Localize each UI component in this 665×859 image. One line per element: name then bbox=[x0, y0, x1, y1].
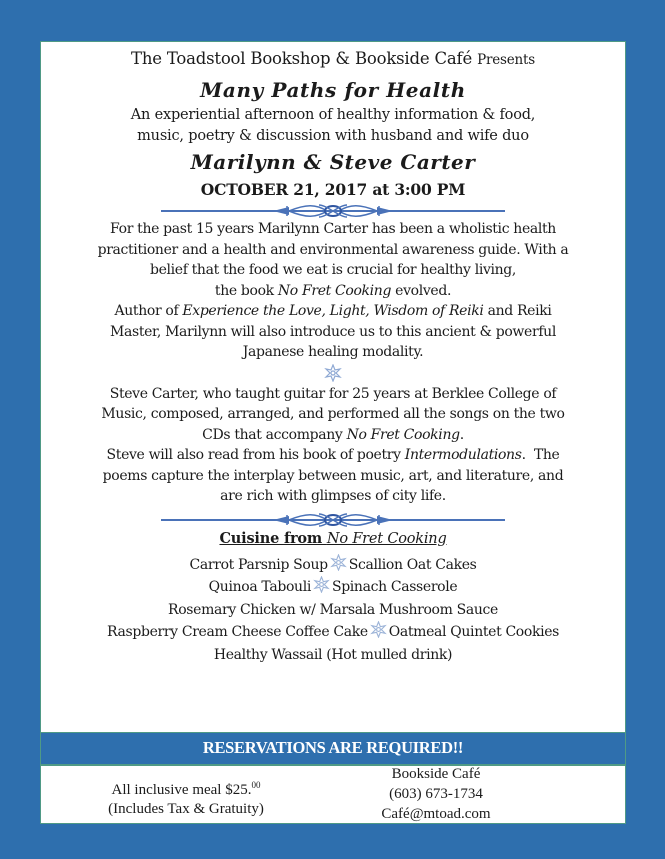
bio-line: Music, composed, arranged, and performed all the songs on the two bbox=[101, 406, 565, 422]
event-subtitle bbox=[41, 105, 625, 147]
dish: Oatmeal Quintet Cookies bbox=[388, 624, 559, 640]
dish: Scallion Oat Cakes bbox=[348, 556, 477, 573]
phone-number[interactable]: (603) 673-1734 bbox=[389, 786, 483, 802]
menu-heading bbox=[41, 530, 625, 547]
bio-text: CDs that accompany bbox=[202, 426, 347, 443]
bio-line: are rich with glimpses of city life. bbox=[220, 488, 446, 504]
menu-item bbox=[41, 599, 625, 622]
bio-text: Author of bbox=[114, 303, 183, 319]
bio-line: For the past 15 years Marilynn Carter has been a wholistic health bbox=[110, 221, 556, 237]
bio-text: the book bbox=[214, 282, 278, 299]
bio-line bbox=[41, 301, 625, 322]
menu-item bbox=[41, 554, 625, 577]
price-info bbox=[91, 776, 281, 819]
dish: Quinoa Tabouli bbox=[208, 579, 311, 595]
subtitle-line: music, poetry & discussion with husband and wife duo bbox=[137, 128, 529, 144]
price-note: (Includes Tax & Gratuity) bbox=[108, 801, 264, 817]
menu-heading-text: Cuisine from bbox=[219, 529, 327, 547]
book-title: No Fret Cooking bbox=[346, 426, 460, 443]
menu-item bbox=[41, 621, 625, 644]
contact-info bbox=[371, 765, 501, 824]
book-title: No Fret Cooking bbox=[326, 530, 447, 547]
bio-line: Master, Marilynn will also introduce us to this ancient & powerful bbox=[110, 323, 556, 340]
price-text: All inclusive meal $25. bbox=[111, 782, 252, 798]
dish: Carrot Parsnip Soup bbox=[189, 556, 328, 573]
bio-line: poems capture the interplay between music, art, and literature, and bbox=[102, 467, 564, 484]
scroll-ornament-divider-icon bbox=[161, 203, 505, 219]
bio-text: evolved. bbox=[391, 282, 452, 299]
book-title: Experience the Love, Light, Wisdom of Reiki bbox=[182, 303, 484, 319]
bio-line bbox=[41, 281, 625, 302]
dish: Rosemary Chicken w/ Marsala Mushroom Sauce bbox=[168, 601, 498, 618]
dish: Healthy Wassail (Hot mulled drink) bbox=[213, 646, 453, 663]
bio-text: and Reiki bbox=[483, 303, 552, 319]
footer-panel bbox=[40, 765, 626, 824]
bio-text: . The bbox=[521, 447, 560, 463]
marilynn-bio bbox=[41, 219, 625, 363]
scroll-ornament-divider-icon bbox=[161, 512, 505, 528]
book-title: No Fret Cooking bbox=[277, 282, 392, 299]
flower-icon bbox=[370, 621, 387, 638]
bio-line: Japanese healing modality. bbox=[242, 344, 424, 360]
flower-icon bbox=[324, 364, 342, 382]
menu-list bbox=[41, 554, 625, 667]
bio-text: . bbox=[459, 426, 464, 443]
email-address[interactable]: Café@mtoad.com bbox=[381, 806, 491, 822]
dish: Raspberry Cream Cheese Coffee Cake bbox=[107, 624, 368, 640]
flower-icon bbox=[313, 576, 330, 593]
flower-icon bbox=[330, 554, 347, 571]
subtitle-line: An experiential afternoon of healthy information & food, bbox=[130, 107, 536, 123]
event-date: OCTOBER 21, 2017 at 3:00 PM bbox=[200, 180, 466, 199]
bio-line bbox=[41, 425, 625, 446]
steve-bio bbox=[41, 384, 625, 507]
flyer-main-panel bbox=[40, 41, 626, 733]
bio-line bbox=[41, 445, 625, 466]
presents-label: Presents bbox=[477, 52, 535, 68]
bio-text: Steve will also read from his book of poetry bbox=[106, 447, 405, 463]
venue-name: Bookside Café bbox=[391, 766, 481, 782]
menu-item bbox=[41, 576, 625, 599]
menu-item bbox=[41, 644, 625, 667]
bio-line: belief that the food we eat is crucial for healthy living, bbox=[149, 262, 517, 278]
event-title: Many Paths for Health bbox=[200, 78, 466, 102]
price-cents: 00 bbox=[251, 780, 261, 790]
presenter-line bbox=[41, 49, 625, 68]
book-title: Intermodulations bbox=[404, 447, 522, 463]
bio-line: Steve Carter, who taught guitar for 25 years at Berklee College of bbox=[109, 385, 557, 402]
dish: Spinach Casserole bbox=[331, 579, 458, 595]
hosts-name: Marilynn & Steve Carter bbox=[190, 150, 476, 174]
presenter-name: The Toadstool Bookshop & Bookside Café bbox=[131, 49, 473, 68]
reservation-banner: RESERVATIONS ARE REQUIRED!! bbox=[40, 733, 626, 765]
bio-line: practitioner and a health and environmental awareness guide. With a bbox=[97, 241, 569, 258]
price-line bbox=[91, 776, 281, 800]
